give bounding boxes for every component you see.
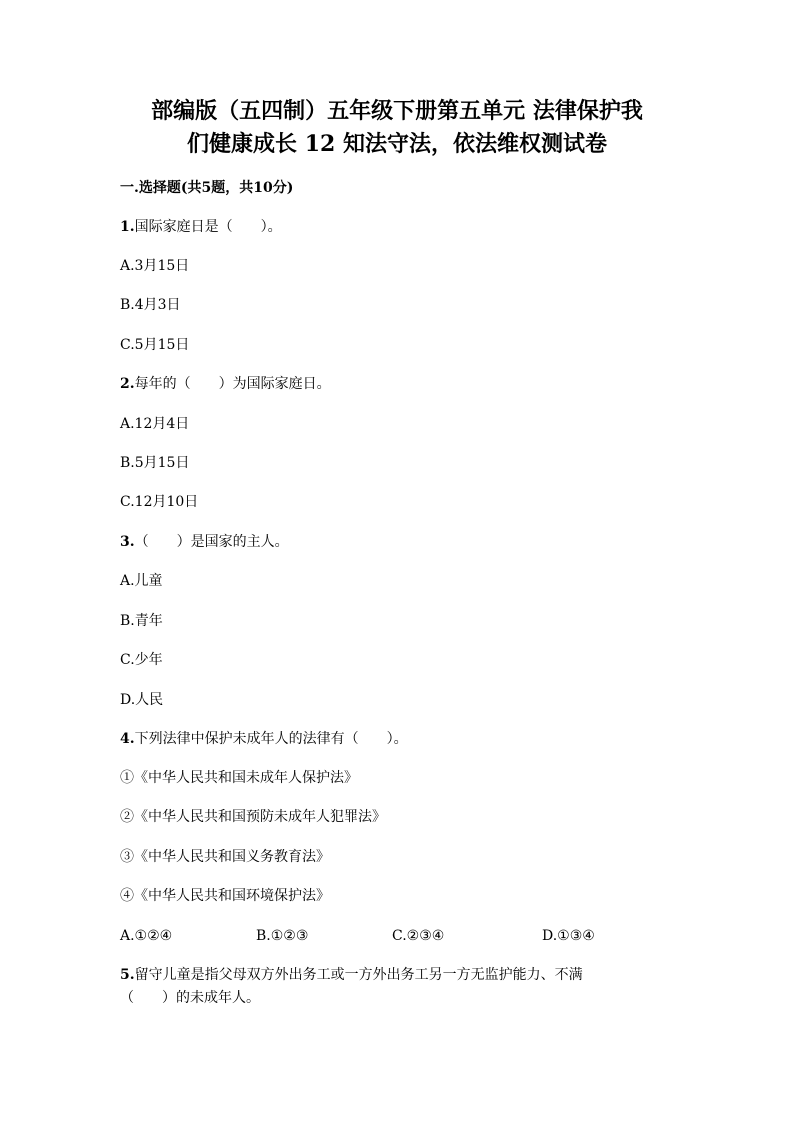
question-4-item-3: ③《中华人民共和国义务教育法》: [120, 849, 330, 865]
question-2-option-a: A.12月4日: [120, 416, 190, 432]
question-3-number: 3.: [120, 534, 135, 550]
question-3-option-d: D.人民: [120, 692, 164, 708]
question-4-item-2: ②《中华人民共和国预防未成年人犯罪法》: [120, 809, 386, 825]
question-1-option-a: A.3月15日: [120, 258, 190, 274]
question-3-option-a: A.儿童: [120, 573, 163, 589]
question-4: [120, 732, 408, 746]
question-1-number: 1.: [120, 219, 135, 235]
question-1-option-c: C.5月15日: [120, 337, 190, 353]
question-4-item-4: ④《中华人民共和国环境保护法》: [120, 888, 330, 904]
question-4-option-b: B.①②③: [256, 928, 309, 944]
question-4-number: 4.: [120, 731, 135, 747]
question-4-text: 下列法律中保护未成年人的法律有（ ）。: [134, 731, 408, 747]
question-2-text: 每年的（ ）为国际家庭日。: [134, 376, 331, 392]
question-2-option-c: C.12月10日: [120, 494, 199, 510]
exam-title-line-2: 们健康成长 12 知法守法，依法维权测试卷: [187, 131, 607, 157]
question-4-option-c: C.②③④: [392, 928, 445, 944]
question-5-text-line-1: 留守儿童是指父母双方外出务工或一方外出务工另一方无监护能力、不满: [134, 967, 583, 983]
question-2: [120, 377, 331, 391]
question-5-number: 5.: [120, 967, 135, 983]
question-5-text-line-2: （ ）的未成年人。: [120, 990, 260, 1006]
question-3: [120, 535, 289, 549]
question-4-item-1: ①《中华人民共和国未成年人保护法》: [120, 770, 358, 786]
question-3-text: （ ）是国家的主人。: [134, 534, 289, 550]
question-3-option-c: C.少年: [120, 652, 163, 668]
question-1-option-b: B.4月3日: [120, 297, 181, 313]
question-2-number: 2.: [120, 376, 135, 392]
exam-title-line-1: 部编版（五四制）五年级下册第五单元 法律保护我: [151, 98, 643, 124]
question-2-option-b: B.5月15日: [120, 455, 190, 471]
question-5: [120, 968, 583, 982]
question-1: [120, 220, 282, 234]
question-4-option-a: A.①②④: [120, 928, 173, 944]
section-heading: 一.选择题(共5题，共10分): [120, 180, 294, 196]
question-3-option-b: B.青年: [120, 613, 163, 629]
question-1-text: 国际家庭日是（ ）。: [134, 219, 282, 235]
question-4-option-d: D.①③④: [542, 928, 595, 944]
